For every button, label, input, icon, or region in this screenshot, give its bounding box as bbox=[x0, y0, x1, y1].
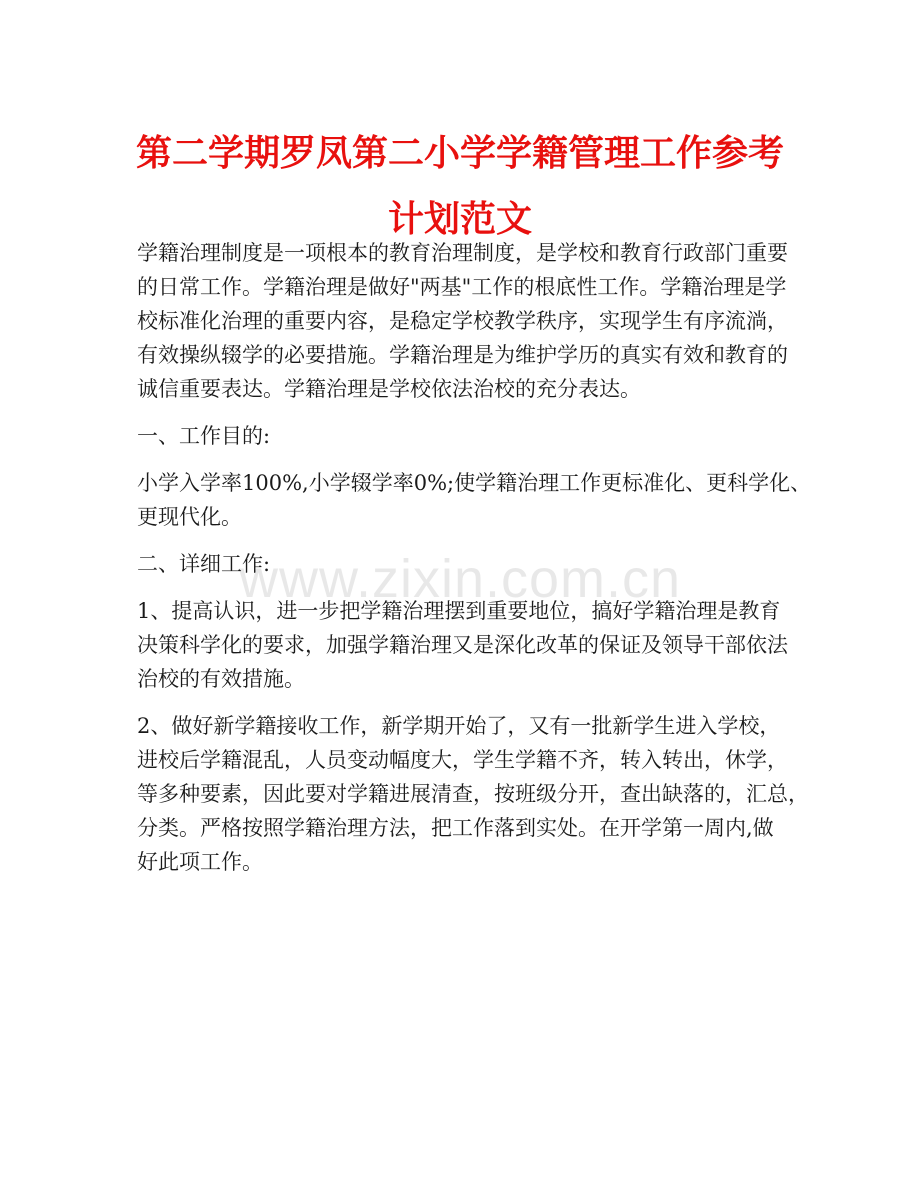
paragraph-goals bbox=[137, 466, 812, 534]
text-line: 二、详细工作: bbox=[137, 552, 271, 576]
text-line: 小学入学率100%,小学辍学率0%;使学籍治理工作更标准化、更科学化、 bbox=[137, 471, 812, 495]
document-title-line-1: 第二学期罗凤第二小学学籍管理工作参考 bbox=[135, 133, 784, 174]
paragraph-item-1 bbox=[137, 594, 793, 696]
section-heading-goals bbox=[137, 419, 793, 453]
section-heading-details bbox=[137, 547, 793, 581]
text-line: 诚信重要表达。学籍治理是学校依法治校的充分表达。 bbox=[137, 377, 641, 401]
text-line: 更现代化。 bbox=[137, 505, 242, 529]
text-line: 一、工作目的: bbox=[137, 424, 271, 448]
text-line: 等多种要素，因此要对学籍进展清查，按班级分开，查出缺落的，汇总， bbox=[137, 782, 809, 806]
text-line: 2、做好新学籍接收工作，新学期开始了，又有一批新学生进入学校， bbox=[137, 714, 781, 738]
text-line: 学籍治理制度是一项根本的教育治理制度，是学校和教育行政部门重要 bbox=[137, 241, 788, 265]
text-line: 决策科学化的要求，加强学籍治理又是深化改革的保证及领导干部依法 bbox=[137, 633, 788, 657]
paragraph-item-2 bbox=[137, 709, 809, 879]
document-title-line-2: 计划范文 bbox=[387, 199, 532, 240]
text-line: 治校的有效措施。 bbox=[137, 667, 305, 691]
text-line: 好此项工作。 bbox=[137, 850, 263, 874]
text-line: 1、提高认识，进一步把学籍治理摆到重要地位，搞好学籍治理是教育 bbox=[137, 599, 781, 623]
watermark-text: www.zixin.com.cn bbox=[238, 549, 682, 609]
text-line: 的日常工作。学籍治理是做好"两基"工作的根底性工作。学籍治理是学 bbox=[137, 275, 787, 299]
document-body bbox=[137, 236, 812, 879]
text-line: 分类。严格按照学籍治理方法，把工作落到实处。在开学第一周内,做 bbox=[137, 816, 774, 840]
text-line: 校标准化治理的重要内容，是稳定学校教学秩序，实现学生有序流淌， bbox=[137, 309, 788, 333]
text-line: 有效操纵辍学的必要措施。学籍治理是为维护学历的真实有效和教育的 bbox=[137, 343, 788, 367]
text-line: 进校后学籍混乱，人员变动幅度大，学生学籍不齐，转入转出，休学， bbox=[137, 748, 788, 772]
paragraph-intro bbox=[137, 236, 793, 406]
